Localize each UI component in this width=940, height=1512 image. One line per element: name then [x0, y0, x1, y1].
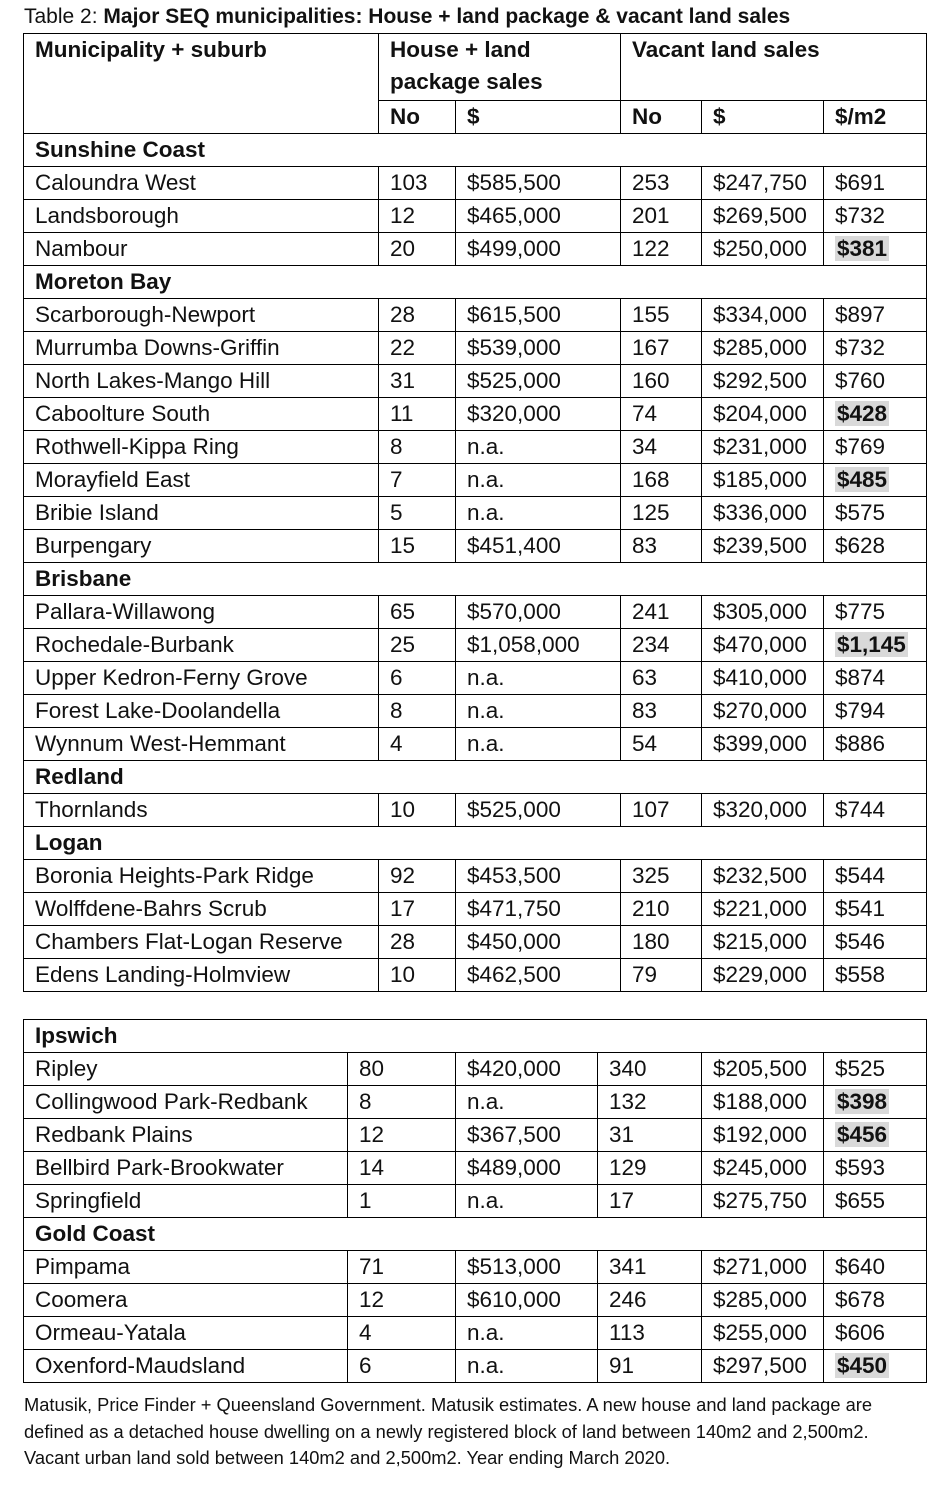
group-heading: Redland	[24, 761, 927, 794]
vacant-price-cell: $275,750	[702, 1185, 824, 1218]
table-header	[24, 34, 927, 134]
suburb-cell: Boronia Heights-Park Ridge	[24, 860, 379, 893]
table-row	[24, 926, 927, 959]
suburb-cell: Pimpama	[24, 1251, 348, 1284]
group-row	[24, 266, 927, 299]
vacant-count-cell: 31	[598, 1119, 702, 1152]
vacant-per-m2-cell	[824, 1119, 927, 1152]
house-land-price-cell: $367,500	[456, 1119, 598, 1152]
header-vacant-price: $	[702, 101, 824, 134]
suburb-cell: Ripley	[24, 1053, 348, 1086]
vacant-count-cell: 83	[621, 530, 702, 563]
house-land-price-cell: n.a.	[456, 497, 621, 530]
group-row	[24, 1020, 927, 1053]
vacant-count-cell: 180	[621, 926, 702, 959]
table-row	[24, 1317, 927, 1350]
vacant-price-cell: $470,000	[702, 629, 824, 662]
table-row	[24, 695, 927, 728]
vacant-per-m2-cell: $575	[824, 497, 927, 530]
vacant-price-cell: $285,000	[702, 1284, 824, 1317]
table-row	[24, 167, 927, 200]
suburb-cell: Caboolture South	[24, 398, 379, 431]
suburb-cell: Coomera	[24, 1284, 348, 1317]
house-land-price-cell: n.a.	[456, 1317, 598, 1350]
group-row	[24, 761, 927, 794]
house-land-count-cell: 10	[379, 794, 456, 827]
house-land-count-cell: 6	[379, 662, 456, 695]
vacant-per-m2-cell: $628	[824, 530, 927, 563]
house-land-count-cell: 71	[348, 1251, 456, 1284]
vacant-price-cell: $250,000	[702, 233, 824, 266]
header-municipality: Municipality + suburb	[24, 34, 379, 134]
house-land-count-cell: 92	[379, 860, 456, 893]
table-body-secondary	[24, 1020, 927, 1383]
vacant-price-cell: $229,000	[702, 959, 824, 992]
vacant-count-cell: 34	[621, 431, 702, 464]
table-caption	[24, 3, 790, 31]
suburb-cell: Bribie Island	[24, 497, 379, 530]
vacant-count-cell: 155	[621, 299, 702, 332]
suburb-cell: Ormeau-Yatala	[24, 1317, 348, 1350]
house-land-count-cell: 4	[379, 728, 456, 761]
header-vacant-no: No	[621, 101, 702, 134]
vacant-price-cell: $185,000	[702, 464, 824, 497]
vacant-count-cell: 341	[598, 1251, 702, 1284]
table-footnote: Matusik, Price Finder + Queensland Government. Matusik estimates. A new house and land package are defined as a detached house dwelling on a newly registered block of land between 140m2 and 2,500m2. Vacant urban land sold between 140m2 and 2,500m2. Year ending March 2020.	[24, 1394, 872, 1468]
vacant-price-cell: $271,000	[702, 1251, 824, 1284]
table-row	[24, 893, 927, 926]
vacant-count-cell: 79	[621, 959, 702, 992]
house-land-price-cell: $465,000	[456, 200, 621, 233]
suburb-cell: Pallara-Willawong	[24, 596, 379, 629]
vacant-per-m2-cell: $655	[824, 1185, 927, 1218]
header-house-land: House + land package sales	[379, 34, 621, 101]
table-row	[24, 200, 927, 233]
vacant-price-cell: $297,500	[702, 1350, 824, 1383]
vacant-per-m2-cell	[824, 1086, 927, 1119]
suburb-cell: Rothwell-Kippa Ring	[24, 431, 379, 464]
house-land-price-cell: $525,000	[456, 365, 621, 398]
vacant-count-cell: 201	[621, 200, 702, 233]
vacant-per-m2-cell: $732	[824, 332, 927, 365]
table-row	[24, 464, 927, 497]
table-row	[24, 1053, 927, 1086]
table-row	[24, 530, 927, 563]
suburb-cell: Morayfield East	[24, 464, 379, 497]
vacant-count-cell: 74	[621, 398, 702, 431]
header-house-no: No	[379, 101, 456, 134]
table-row	[24, 860, 927, 893]
house-land-count-cell: 12	[379, 200, 456, 233]
table-row	[24, 728, 927, 761]
vacant-count-cell: 129	[598, 1152, 702, 1185]
table-row	[24, 299, 927, 332]
vacant-price-cell: $285,000	[702, 332, 824, 365]
vacant-count-cell: 63	[621, 662, 702, 695]
table-row	[24, 596, 927, 629]
table-row	[24, 1284, 927, 1317]
suburb-cell: Bellbird Park-Brookwater	[24, 1152, 348, 1185]
highlighted-value: $428	[837, 401, 888, 426]
vacant-per-m2-cell: $794	[824, 695, 927, 728]
house-land-price-cell: $610,000	[456, 1284, 598, 1317]
table-row	[24, 332, 927, 365]
house-land-price-cell: n.a.	[456, 662, 621, 695]
table-row	[24, 1086, 927, 1119]
vacant-per-m2-cell	[824, 1350, 927, 1383]
vacant-count-cell: 17	[598, 1185, 702, 1218]
vacant-count-cell: 54	[621, 728, 702, 761]
house-land-count-cell: 17	[379, 893, 456, 926]
house-land-price-cell: n.a.	[456, 431, 621, 464]
group-heading: Sunshine Coast	[24, 134, 927, 167]
vacant-per-m2-cell: $640	[824, 1251, 927, 1284]
table-row	[24, 794, 927, 827]
group-row	[24, 563, 927, 596]
table-row	[24, 398, 927, 431]
vacant-per-m2-cell: $525	[824, 1053, 927, 1086]
suburb-cell: Redbank Plains	[24, 1119, 348, 1152]
vacant-price-cell: $334,000	[702, 299, 824, 332]
vacant-price-cell: $247,750	[702, 167, 824, 200]
suburb-cell: Oxenford-Maudsland	[24, 1350, 348, 1383]
house-land-count-cell: 12	[348, 1119, 456, 1152]
vacant-count-cell: 325	[621, 860, 702, 893]
house-land-count-cell: 8	[379, 431, 456, 464]
house-land-price-cell: $539,000	[456, 332, 621, 365]
vacant-per-m2-cell: $897	[824, 299, 927, 332]
vacant-per-m2-cell: $678	[824, 1284, 927, 1317]
group-row	[24, 1218, 927, 1251]
table-body-main	[24, 134, 927, 992]
vacant-per-m2-cell: $732	[824, 200, 927, 233]
house-land-count-cell: 8	[379, 695, 456, 728]
table-row	[24, 1152, 927, 1185]
caption-title: Major SEQ municipalities: House + land package & vacant land sales	[103, 5, 791, 28]
house-land-count-cell: 65	[379, 596, 456, 629]
vacant-count-cell: 107	[621, 794, 702, 827]
vacant-price-cell: $215,000	[702, 926, 824, 959]
house-land-price-cell: $525,000	[456, 794, 621, 827]
house-land-price-cell: $320,000	[456, 398, 621, 431]
highlighted-value: $398	[837, 1089, 888, 1114]
house-land-price-cell: n.a.	[456, 728, 621, 761]
highlighted-value: $381	[837, 236, 888, 261]
vacant-price-cell: $231,000	[702, 431, 824, 464]
suburb-cell: Wolffdene-Bahrs Scrub	[24, 893, 379, 926]
vacant-per-m2-cell	[824, 464, 927, 497]
house-land-count-cell: 8	[348, 1086, 456, 1119]
house-land-count-cell: 103	[379, 167, 456, 200]
house-land-count-cell: 28	[379, 926, 456, 959]
house-land-price-cell: $499,000	[456, 233, 621, 266]
sales-table-secondary	[23, 1019, 927, 1383]
group-heading: Gold Coast	[24, 1218, 927, 1251]
group-row	[24, 134, 927, 167]
vacant-price-cell: $305,000	[702, 596, 824, 629]
vacant-per-m2-cell: $691	[824, 167, 927, 200]
suburb-cell: Caloundra West	[24, 167, 379, 200]
vacant-count-cell: 340	[598, 1053, 702, 1086]
vacant-count-cell: 241	[621, 596, 702, 629]
table-row	[24, 1185, 927, 1218]
house-land-price-cell: $585,500	[456, 167, 621, 200]
suburb-cell: Murrumba Downs-Griffin	[24, 332, 379, 365]
highlighted-value: $1,145	[837, 632, 906, 657]
table-row	[24, 431, 927, 464]
house-land-price-cell: $615,500	[456, 299, 621, 332]
vacant-count-cell: 83	[621, 695, 702, 728]
vacant-price-cell: $320,000	[702, 794, 824, 827]
group-heading: Ipswich	[24, 1020, 927, 1053]
vacant-count-cell: 167	[621, 332, 702, 365]
house-land-count-cell: 31	[379, 365, 456, 398]
house-land-count-cell: 25	[379, 629, 456, 662]
vacant-count-cell: 168	[621, 464, 702, 497]
vacant-price-cell: $192,000	[702, 1119, 824, 1152]
suburb-cell: Springfield	[24, 1185, 348, 1218]
vacant-price-cell: $292,500	[702, 365, 824, 398]
house-land-price-cell: $489,000	[456, 1152, 598, 1185]
vacant-price-cell: $204,000	[702, 398, 824, 431]
table-row	[24, 1350, 927, 1383]
house-land-count-cell: 15	[379, 530, 456, 563]
vacant-per-m2-cell: $874	[824, 662, 927, 695]
vacant-per-m2-cell: $606	[824, 1317, 927, 1350]
suburb-cell: Landsborough	[24, 200, 379, 233]
table-row	[24, 1119, 927, 1152]
vacant-per-m2-cell	[824, 398, 927, 431]
table-row	[24, 959, 927, 992]
table-row	[24, 629, 927, 662]
vacant-count-cell: 113	[598, 1317, 702, 1350]
suburb-cell: Scarborough-Newport	[24, 299, 379, 332]
sales-table-main	[23, 33, 927, 992]
house-land-count-cell: 28	[379, 299, 456, 332]
vacant-price-cell: $245,000	[702, 1152, 824, 1185]
header-vacant-per-m2: $/m2	[824, 101, 927, 134]
suburb-cell: Forest Lake-Doolandella	[24, 695, 379, 728]
house-land-count-cell: 22	[379, 332, 456, 365]
vacant-per-m2-cell: $558	[824, 959, 927, 992]
house-land-price-cell: n.a.	[456, 1185, 598, 1218]
house-land-price-cell: $420,000	[456, 1053, 598, 1086]
house-land-price-cell: n.a.	[456, 1086, 598, 1119]
vacant-count-cell: 246	[598, 1284, 702, 1317]
suburb-cell: Upper Kedron-Ferny Grove	[24, 662, 379, 695]
vacant-per-m2-cell: $544	[824, 860, 927, 893]
house-land-price-cell: $471,750	[456, 893, 621, 926]
header-house-price: $	[456, 101, 621, 134]
suburb-cell: North Lakes-Mango Hill	[24, 365, 379, 398]
suburb-cell: Chambers Flat-Logan Reserve	[24, 926, 379, 959]
group-heading: Logan	[24, 827, 927, 860]
house-land-count-cell: 6	[348, 1350, 456, 1383]
house-land-price-cell: n.a.	[456, 1350, 598, 1383]
vacant-price-cell: $239,500	[702, 530, 824, 563]
house-land-count-cell: 5	[379, 497, 456, 530]
vacant-price-cell: $221,000	[702, 893, 824, 926]
vacant-count-cell: 253	[621, 167, 702, 200]
vacant-per-m2-cell: $593	[824, 1152, 927, 1185]
vacant-count-cell: 234	[621, 629, 702, 662]
vacant-price-cell: $410,000	[702, 662, 824, 695]
suburb-cell: Burpengary	[24, 530, 379, 563]
vacant-per-m2-cell: $886	[824, 728, 927, 761]
house-land-price-cell: $462,500	[456, 959, 621, 992]
table-row	[24, 365, 927, 398]
house-land-count-cell: 14	[348, 1152, 456, 1185]
table-row	[24, 233, 927, 266]
highlighted-value: $450	[837, 1353, 888, 1378]
house-land-count-cell: 80	[348, 1053, 456, 1086]
table-row	[24, 1251, 927, 1284]
vacant-per-m2-cell: $541	[824, 893, 927, 926]
house-land-price-cell: $570,000	[456, 596, 621, 629]
suburb-cell: Edens Landing-Holmview	[24, 959, 379, 992]
group-heading: Moreton Bay	[24, 266, 927, 299]
suburb-cell: Collingwood Park-Redbank	[24, 1086, 348, 1119]
house-land-price-cell: n.a.	[456, 464, 621, 497]
house-land-count-cell: 1	[348, 1185, 456, 1218]
suburb-cell: Nambour	[24, 233, 379, 266]
house-land-price-cell: $451,400	[456, 530, 621, 563]
vacant-price-cell: $336,000	[702, 497, 824, 530]
vacant-count-cell: 91	[598, 1350, 702, 1383]
group-heading: Brisbane	[24, 563, 927, 596]
suburb-cell: Thornlands	[24, 794, 379, 827]
vacant-price-cell: $205,500	[702, 1053, 824, 1086]
vacant-per-m2-cell: $760	[824, 365, 927, 398]
vacant-price-cell: $188,000	[702, 1086, 824, 1119]
house-land-price-cell: $513,000	[456, 1251, 598, 1284]
header-vacant-land: Vacant land sales	[621, 34, 927, 101]
house-land-count-cell: 12	[348, 1284, 456, 1317]
table-row	[24, 497, 927, 530]
vacant-count-cell: 132	[598, 1086, 702, 1119]
vacant-count-cell: 122	[621, 233, 702, 266]
house-land-price-cell: $1,058,000	[456, 629, 621, 662]
house-land-price-cell: $450,000	[456, 926, 621, 959]
house-land-count-cell: 10	[379, 959, 456, 992]
house-land-count-cell: 20	[379, 233, 456, 266]
vacant-per-m2-cell: $546	[824, 926, 927, 959]
house-land-price-cell: $453,500	[456, 860, 621, 893]
vacant-price-cell: $269,500	[702, 200, 824, 233]
suburb-cell: Wynnum West-Hemmant	[24, 728, 379, 761]
vacant-per-m2-cell: $775	[824, 596, 927, 629]
house-land-price-cell: n.a.	[456, 695, 621, 728]
vacant-per-m2-cell	[824, 233, 927, 266]
highlighted-value: $456	[837, 1122, 888, 1147]
suburb-cell: Rochedale-Burbank	[24, 629, 379, 662]
vacant-price-cell: $270,000	[702, 695, 824, 728]
group-row	[24, 827, 927, 860]
table-row	[24, 662, 927, 695]
vacant-per-m2-cell: $744	[824, 794, 927, 827]
highlighted-value: $485	[837, 467, 888, 492]
house-land-count-cell: 4	[348, 1317, 456, 1350]
caption-prefix: Table 2:	[24, 5, 104, 28]
house-land-count-cell: 11	[379, 398, 456, 431]
vacant-count-cell: 210	[621, 893, 702, 926]
vacant-count-cell: 125	[621, 497, 702, 530]
vacant-price-cell: $232,500	[702, 860, 824, 893]
vacant-price-cell: $399,000	[702, 728, 824, 761]
vacant-per-m2-cell	[824, 629, 927, 662]
house-land-count-cell: 7	[379, 464, 456, 497]
vacant-price-cell: $255,000	[702, 1317, 824, 1350]
vacant-per-m2-cell: $769	[824, 431, 927, 464]
vacant-count-cell: 160	[621, 365, 702, 398]
